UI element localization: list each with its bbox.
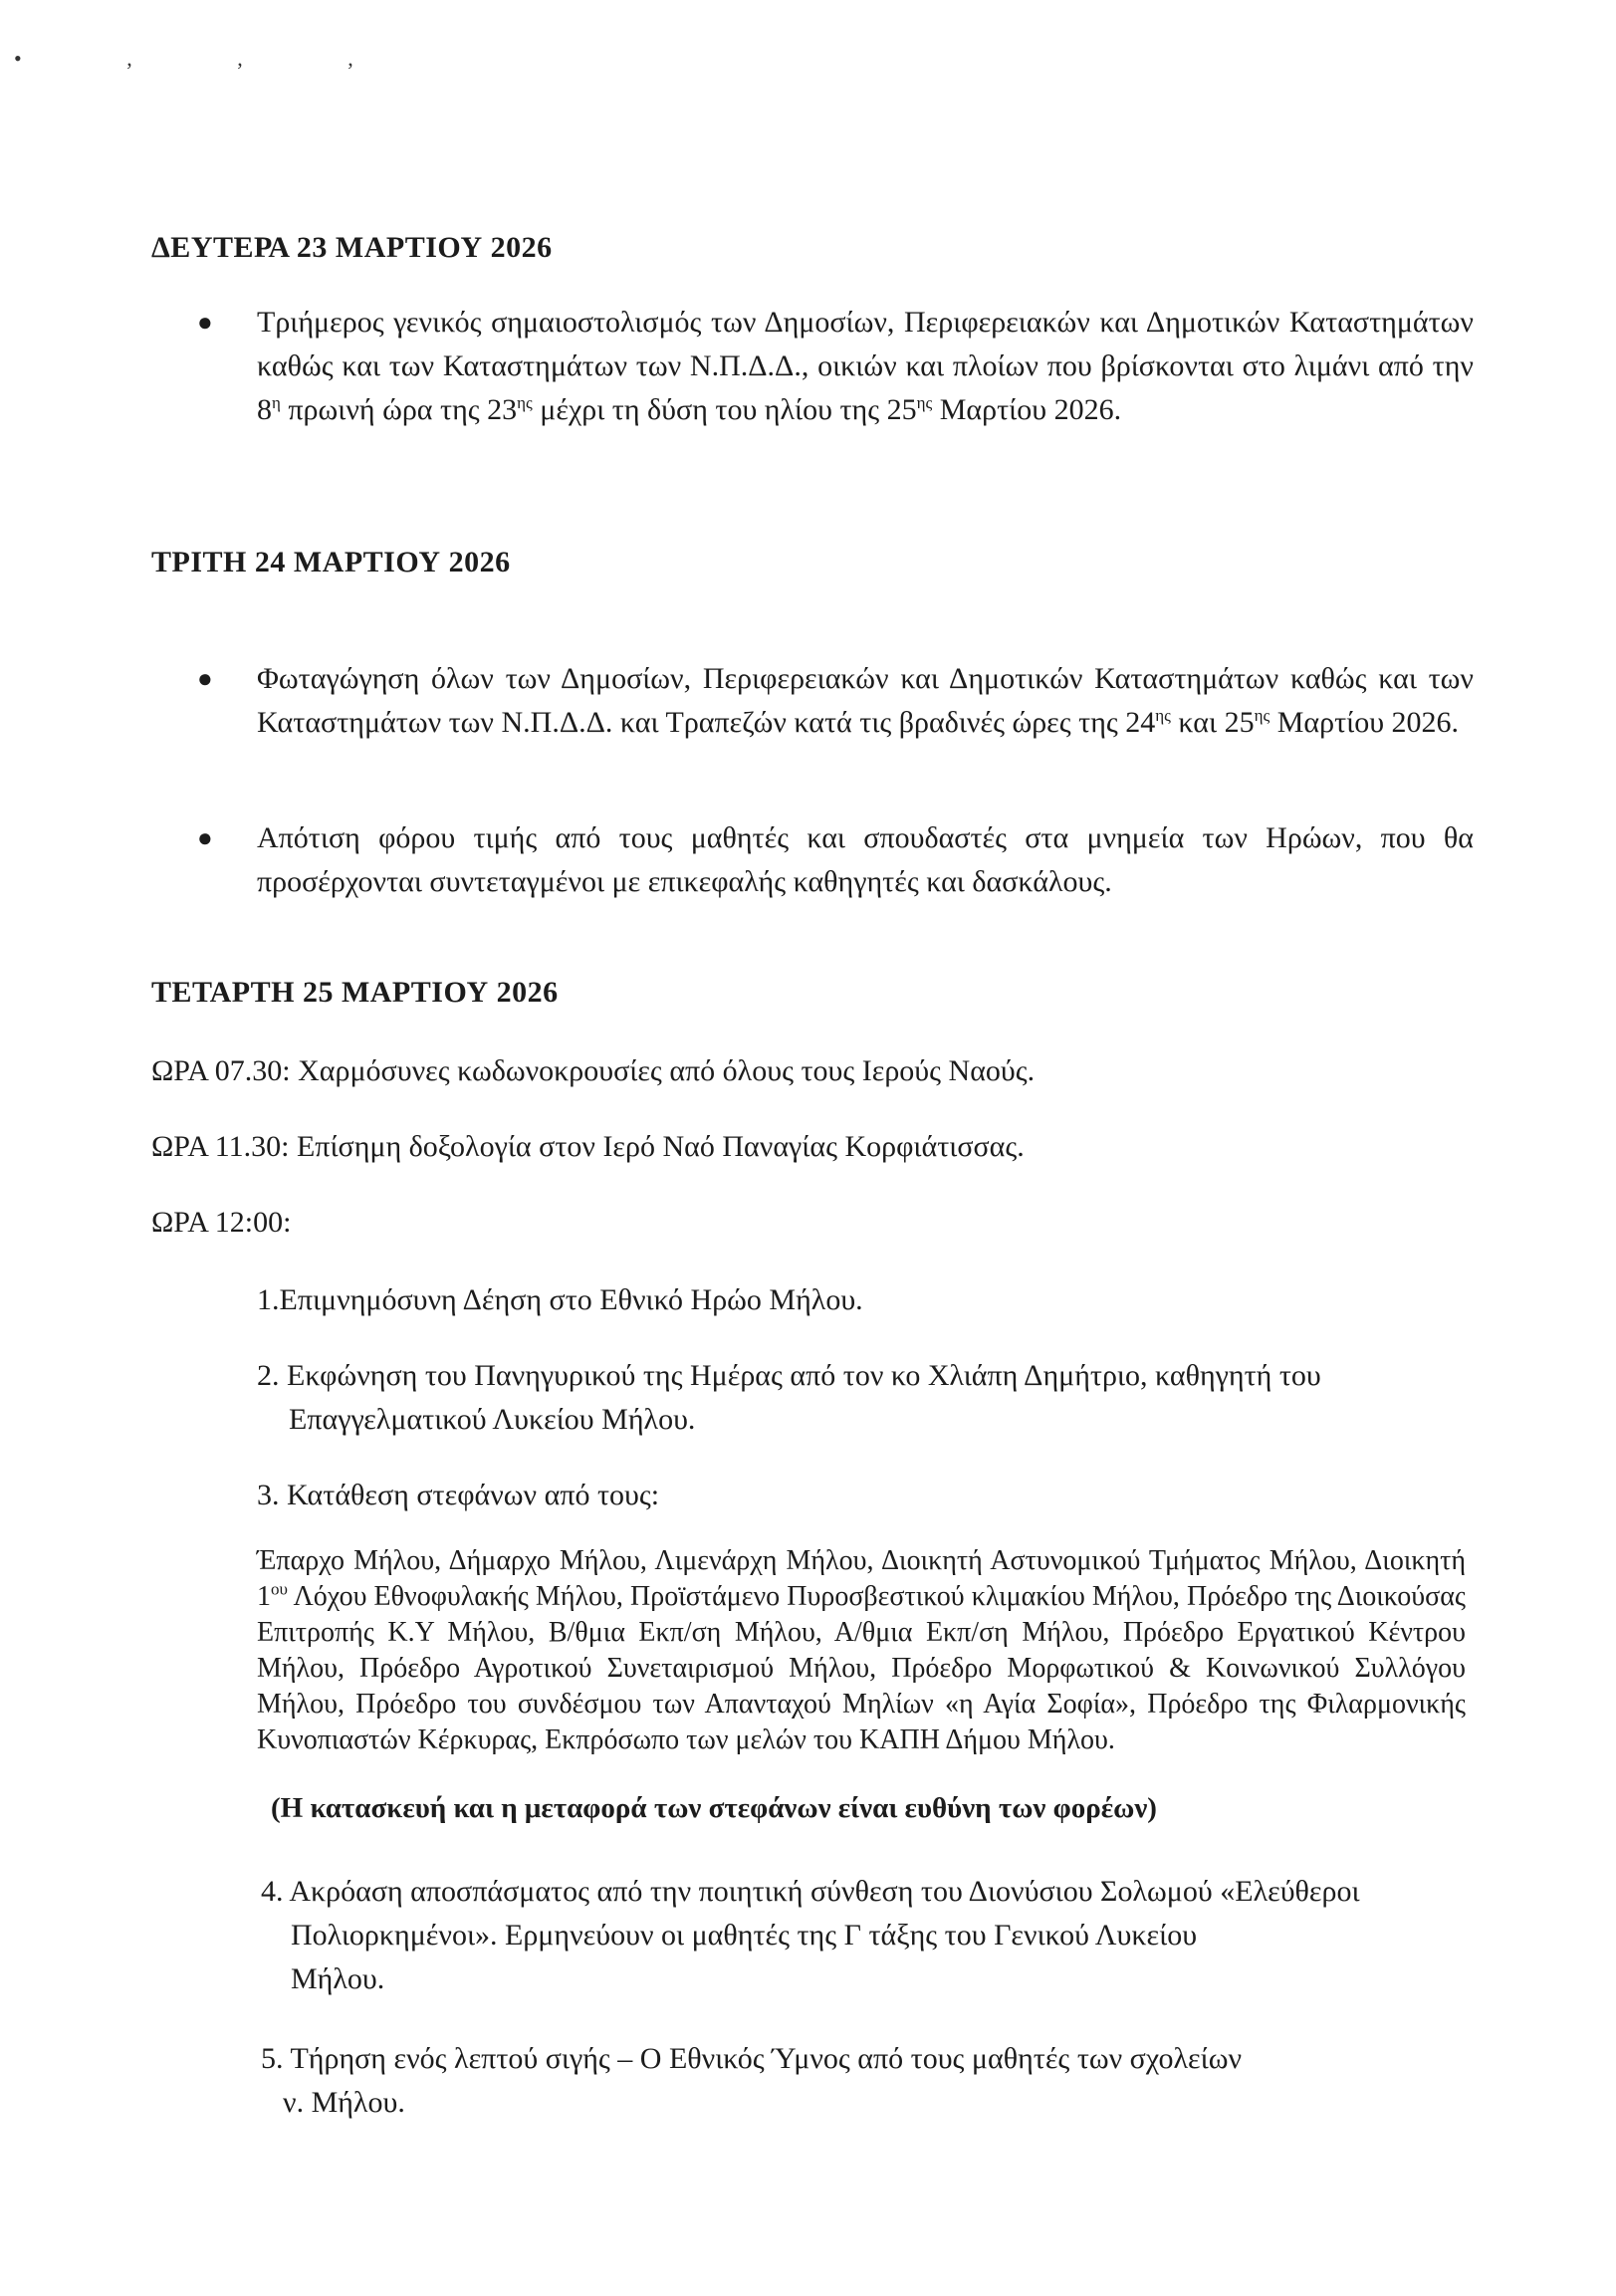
schedule-line-3: ΩΡΑ 12:00: [151,1206,292,1239]
day2-bullet-2-text: Απότιση φόρου τιμής από τους μαθητές και σπουδαστές στα μνημεία των Ηρώων, που θα προσέρχονται συντεταγμένοι με επικεφαλής καθηγητές και δασκάλους. [257,821,1474,898]
program-item-5-line-1: 5. Τήρηση ενός λεπτού σιγής – Ο Εθνικός Ύμνος από τους μαθητές των σχολείων [261,2042,1243,2075]
program-item-2-line-1: 2. Εκφώνηση του Πανηγυρικού της Ημέρας από τον κο Χλιάπη Δημήτριο, καθηγητή του [257,1359,1321,1392]
bullet-icon: ● [197,308,213,337]
day2-heading: ΤΡΙΤΗ 24 ΜΑΡΤΙΟΥ 2026 [151,546,511,578]
schedule-line-1: ΩΡΑ 07.30: Χαρμόσυνες κωδωνοκρουσίες από όλους τους Ιερούς Ναούς. [151,1054,1036,1087]
day1-bullet-text: Τριήμερος γενικός σημαιοστολισμός των Δημοσίων, Περιφερειακών και Δημοτικών Καταστημάτων καθώς και των Καταστημάτων των Ν.Π.Δ.Δ., οικιών και πλοίων που βρίσκονται στο λιμάνι από την $8^\eta$ πρωινή ώρα της $23^{\eta\varsigma}$ μέχρι τη δύση του ηλίου της $25^{\eta\varsigma}$ Μαρτίου 2026. [257,306,1474,426]
day3-heading: ΤΕΤΑΡΤΗ 25 ΜΑΡΤΙΟΥ 2026 [151,976,559,1009]
program-item-4-line-2: Πολιορκημένοι». Ερμηνεύουν οι μαθητές της Γ τάξης του Γενικού Λυκείου [291,1919,1198,1952]
program-item-5-line-2: ν. Μήλου. [283,2086,405,2119]
scan-marks: • , , , [14,46,403,71]
program-item-3: 3. Κατάθεση στεφάνων από τους: [257,1479,660,1511]
schedule-line-2: ΩΡΑ 11.30: Επίσημη δοξολογία στον Ιερό Ναό Παναγίας Κορφιάτισσας. [151,1130,1025,1163]
day2-bullet-1-text: Φωταγώγηση όλων των Δημοσίων, Περιφερειακών και Δημοτικών Καταστημάτων καθώς και των Καταστημάτων των Ν.Π.Δ.Δ. και Τραπεζών κατά τις βραδινές ώρες της $24^{\eta\varsigma}$ και $25^{\eta\varsigma}$ Μαρτίου 2026. [257,662,1474,739]
program-item-1: 1.Επιμνημόσυνη Δέηση στο Εθνικό Ηρώο Μήλου. [257,1283,863,1316]
wreath-participants: Έπαρχο Μήλου, Δήμαρχο Μήλου, Λιμενάρχη Μήλου, Διοικητή Αστυνομικού Τμήματος Μήλου, Διοικητή $1^{o\upsilon}$ Λόχου Εθνοφυλακής Μήλου, Προϊστάμενο Πυροσβεστικού κλιμακίου Μήλου, Πρόεδρο της Διοικούσας Επιτροπής Κ.Υ Μήλου, Β/θμια Εκπ/ση Μήλου, Α/θμια Εκπ/ση Μήλου, Πρόεδρο Εργατικού Κέντρου Μήλου, Πρόεδρο Αγροτικού Συνεταιρισμού Μήλου, Πρόεδρο Μορφωτικού & Κοινωνικού Συλλόγου Μήλου, Πρόεδρο του συνδέσμου των Απανταχού Μηλίων «η Αγία Σοφία», Πρόεδρο της Φιλαρμονικής Κυνοπιαστών Κέρκυρας, Εκπρόσωπο των μελών του ΚΑΠΗ Δήμου Μήλου. [257,1545,1466,1755]
bullet-icon: ● [197,823,213,852]
day2-bullet-1 [197,657,1474,745]
bullet-icon: ● [197,664,213,693]
wreath-note: (Η κατασκευή και η μεταφορά των στεφάνων είναι ευθύνη των φορέων) [271,1792,1157,1824]
program-item-4-line-1: 4. Ακρόαση αποσπάσματος από την ποιητική σύνθεση του Διονύσιου Σολωμού «Ελεύθεροι [261,1875,1360,1908]
day2-bullet-2 [197,816,1474,904]
day1-bullet-1 [197,301,1474,432]
program-item-2-line-2: Επαγγελματικού Λυκείου Μήλου. [289,1403,696,1436]
day1-heading: ΔΕΥΤΕΡΑ 23 ΜΑΡΤΙΟΥ 2026 [151,231,553,264]
program-item-4-line-3: Μήλου. [291,1962,385,1995]
